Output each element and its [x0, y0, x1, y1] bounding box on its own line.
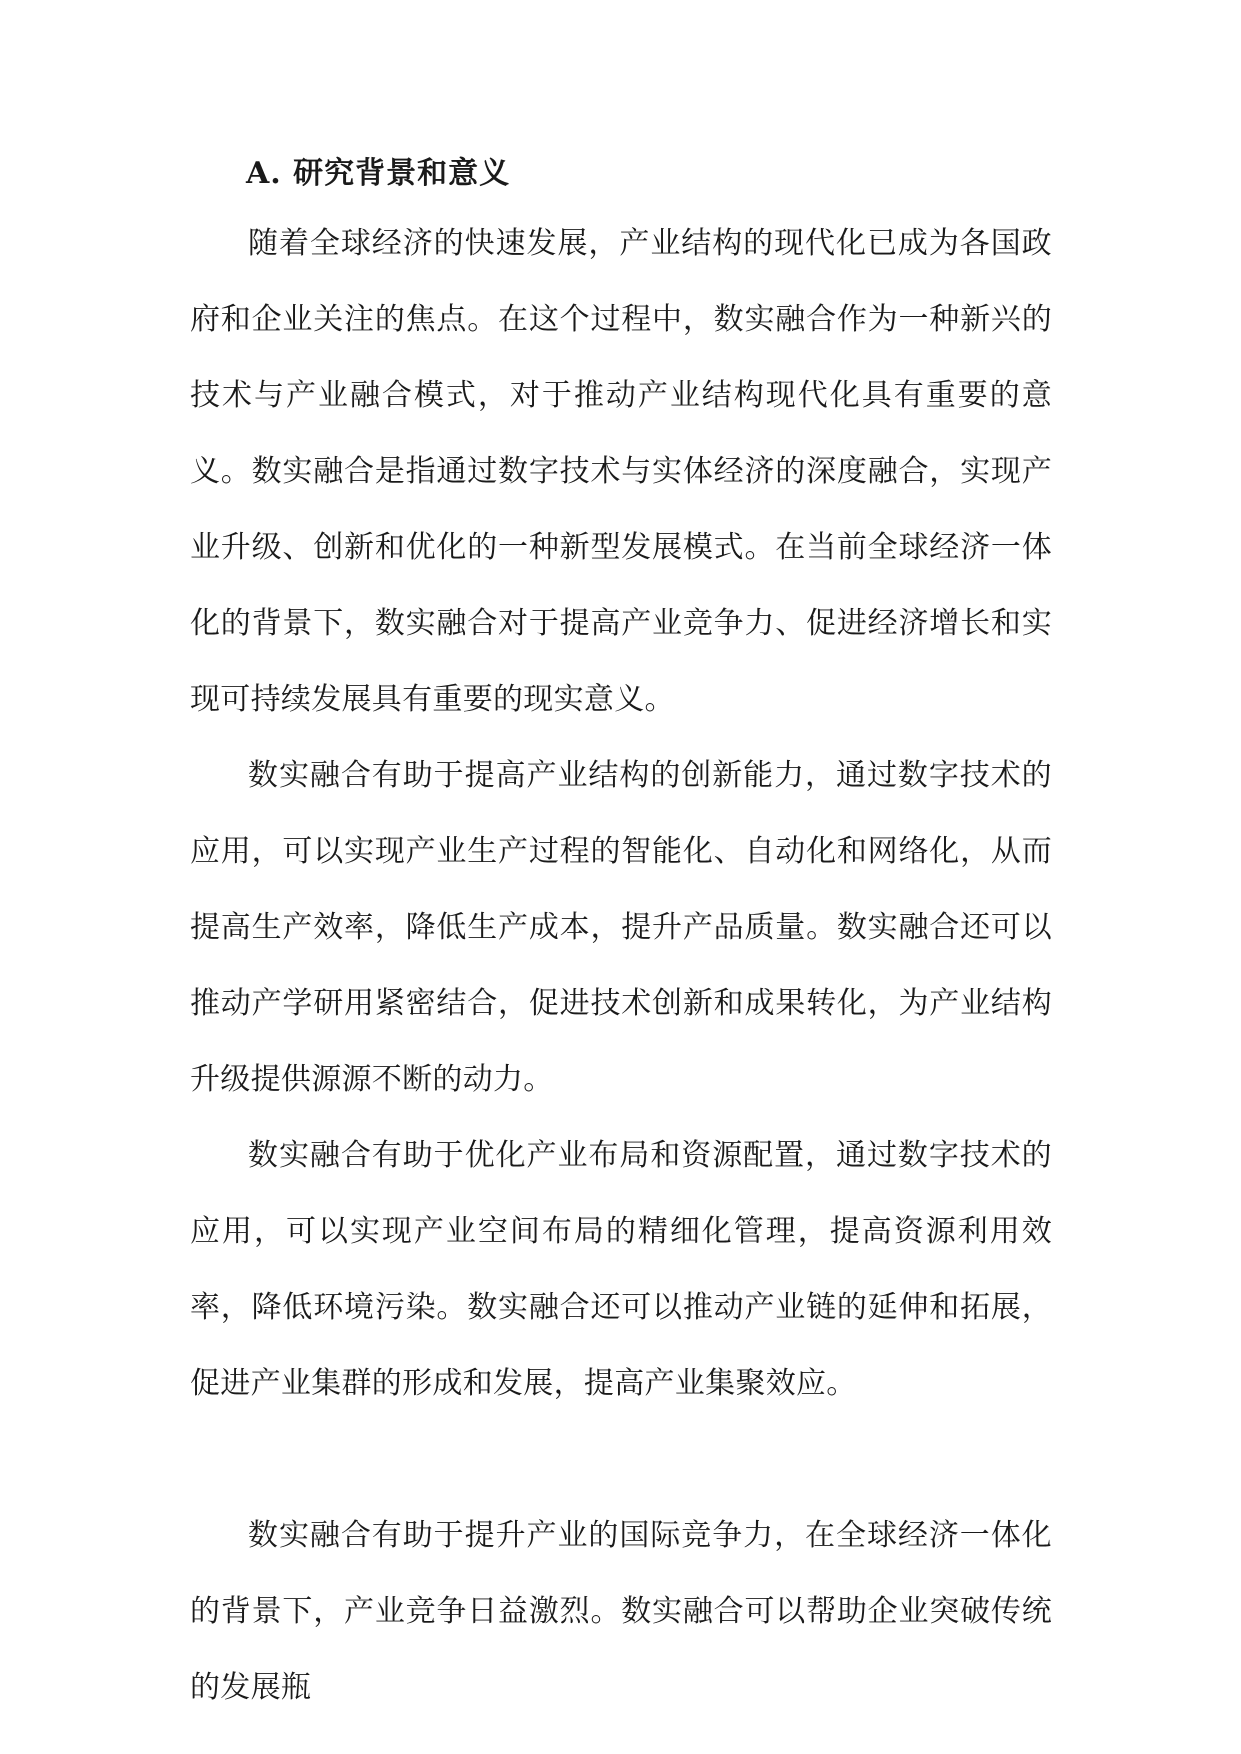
paragraph-competitiveness: 数实融合有助于提升产业的国际竞争力，在全球经济一体化的背景下，产业竞争日益激烈。数实融合可以帮助企业突破传统的发展瓶: [190, 1518, 1052, 1705]
paragraph-innovation: 数实融合有助于提高产业结构的创新能力，通过数字技术的应用，可以实现产业生产过程的智能化、自动化和网络化，从而提高生产效率，降低生产成本，提升产品质量。数实融合还可以推动产学研用紧密结合，促进技术创新和成果转化，为产业结构升级提供源源不断的动力。: [190, 758, 1052, 1097]
paragraph-background: 随着全球经济的快速发展，产业结构的现代化已成为各国政府和企业关注的焦点。在这个过程中，数实融合作为一种新兴的技术与产业融合模式，对于推动产业结构现代化具有重要的意义。数实融合是指通过数字技术与实体经济的深度融合，实现产业升级、创新和优化的一种新型发展模式。在当前全球经济一体化的背景下，数实融合对于提高产业竞争力、促进经济增长和实现可持续发展具有重要的现实意义。: [190, 226, 1052, 717]
paragraph-resource-allocation: 数实融合有助于优化产业布局和资源配置，通过数字技术的应用，可以实现产业空间布局的精细化管理，提高资源利用效率，降低环境污染。数实融合还可以推动产业链的延伸和拓展，促进产业集群的形成和发展，提高产业集聚效应。: [190, 1138, 1052, 1401]
section-heading: A. 研究背景和意义: [246, 156, 511, 191]
